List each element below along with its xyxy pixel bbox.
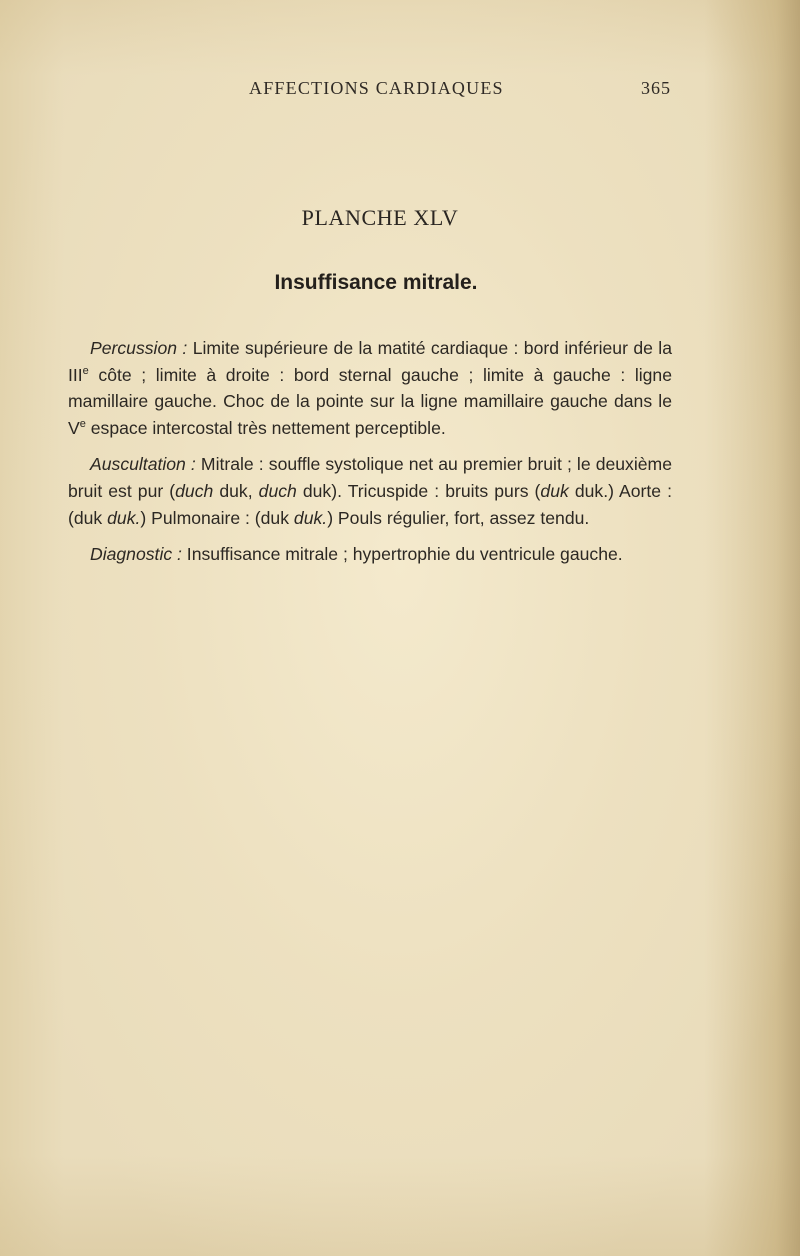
diagnostic-paragraph bbox=[68, 541, 672, 568]
auscultation-text-3: duk). Tricuspide : bruits purs ( bbox=[296, 480, 541, 501]
auscultation-text-4: duk.) Aorte : (duk bbox=[68, 480, 673, 528]
percussion-text-3: espace intercostal très nettement perceptible. bbox=[85, 417, 446, 438]
percussion-text-2: côte ; limite à droite : bord sternal gauche ; limite à gauche : ligne mamillaire gauche. Choc de la pointe sur la ligne mamillaire gauche dans le V bbox=[68, 364, 672, 438]
auscultation-text-5: ) Pulmonaire : (duk bbox=[140, 507, 294, 528]
auscultation-paragraph bbox=[68, 451, 672, 531]
auscultation-italic-2: duch bbox=[258, 480, 297, 501]
plate-title: PLANCHE XLV bbox=[301, 205, 459, 230]
auscultation-text-2: duk, bbox=[213, 480, 259, 501]
percussion-paragraph bbox=[68, 335, 672, 441]
percussion-sup-2: e bbox=[79, 417, 86, 430]
body-text bbox=[68, 335, 672, 568]
auscultation-text-6: ) Pouls régulier, fort, assez tendu. bbox=[327, 507, 590, 528]
running-head bbox=[0, 78, 800, 102]
percussion-sup-1: e bbox=[82, 364, 89, 377]
page-number: 365 bbox=[641, 78, 671, 98]
percussion-label: Percussion : bbox=[90, 338, 188, 358]
running-title: AFFECTIONS CARDIAQUES bbox=[249, 78, 504, 98]
auscultation-italic-5: duk. bbox=[293, 507, 328, 528]
auscultation-italic-4: duk. bbox=[107, 507, 141, 528]
diagnostic-label: Diagnostic : bbox=[90, 544, 182, 565]
auscultation-italic-1: duch bbox=[175, 480, 214, 501]
auscultation-label: Auscultation : bbox=[90, 454, 196, 475]
section-title: Insuffisance mitrale. bbox=[274, 271, 478, 294]
diagnostic-text-1: Insuffisance mitrale ; hypertrophie du ventricule gauche. bbox=[181, 544, 623, 565]
auscultation-text-1: Mitrale : souffle systolique net au premier bruit ; le deuxième bruit est pur ( bbox=[68, 454, 672, 501]
percussion-text-1: Limite supérieure de la matité cardiaque : bord inférieur de la III bbox=[68, 338, 672, 385]
auscultation-italic-3: duk bbox=[540, 480, 569, 501]
